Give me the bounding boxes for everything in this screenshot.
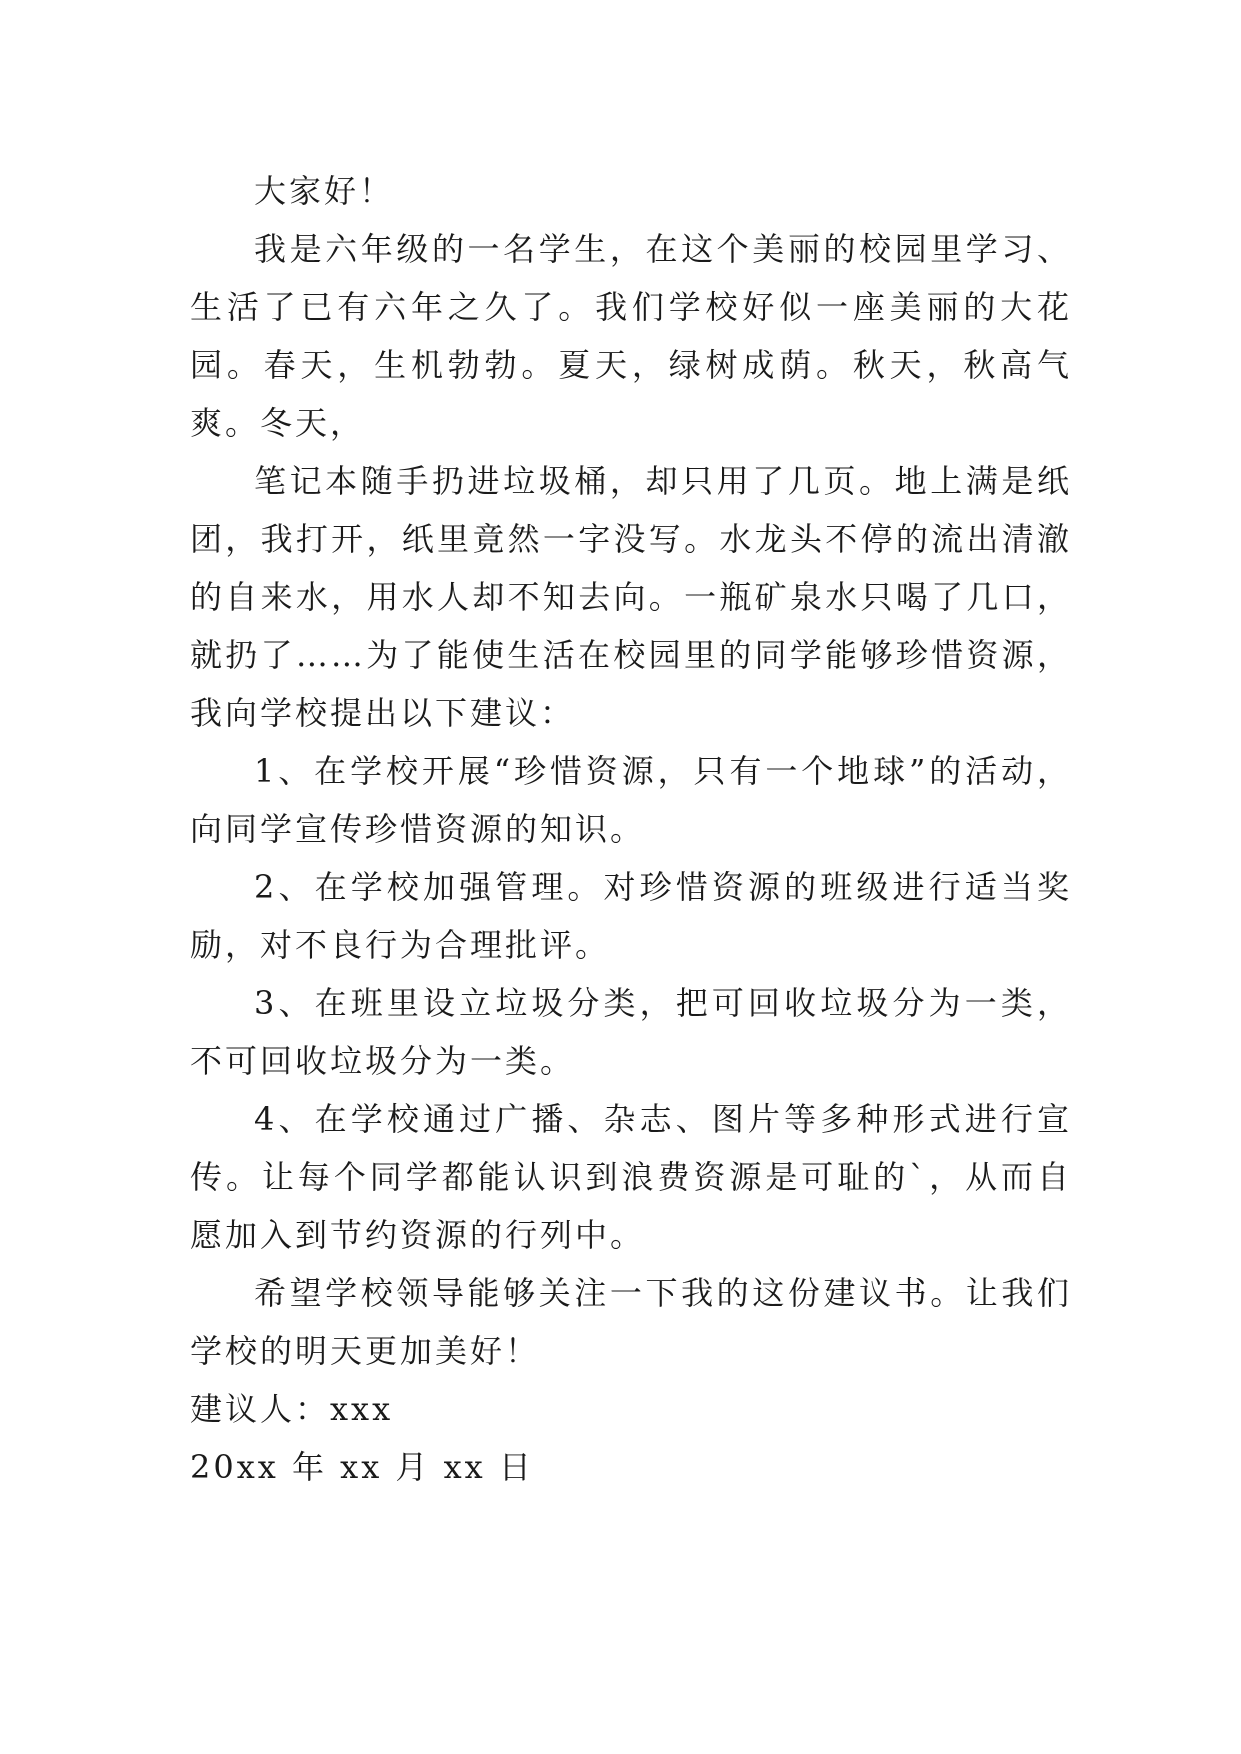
- suggestion-2: 2、在学校加强管理。对珍惜资源的班级进行适当奖励，对不良行为合理批评。: [190, 868, 1072, 964]
- paragraph-problems: 笔记本随手扔进垃圾桶，却只用了几页。地上满是纸团，我打开，纸里竟然一字没写。水龙头不停的流出清澈的自来水，用水人却不知去向。一瓶矿泉水只喝了几口，就扔了……为了能使生活在校园里的同学能够珍惜资源，我向学校提出以下建议：: [190, 462, 1072, 732]
- suggestion-1: 1、在学校开展“珍惜资源，只有一个地球”的活动，向同学宣传珍惜资源的知识。: [190, 752, 1072, 848]
- date-line: 20xx 年 xx 月 xx 日: [190, 1448, 534, 1486]
- greeting: 大家好！: [254, 172, 395, 210]
- suggestion-4: 4、在学校通过广播、杂志、图片等多种形式进行宣传。让每个同学都能认识到浪费资源是可耻的`，从而自愿加入到节约资源的行列中。: [190, 1100, 1072, 1254]
- signature-line: 建议人：xxx: [190, 1390, 394, 1428]
- paragraph-intro: 我是六年级的一名学生，在这个美丽的校园里学习、生活了已有六年之久了。我们学校好似一座美丽的大花园。春天，生机勃勃。夏天，绿树成荫。秋天，秋高气爽。冬天，: [190, 230, 1072, 442]
- closing-paragraph: 希望学校领导能够关注一下我的这份建议书。让我们学校的明天更加美好！: [190, 1274, 1072, 1370]
- document-body: [190, 162, 1072, 1496]
- suggestion-3: 3、在班里设立垃圾分类，把可回收垃圾分为一类，不可回收垃圾分为一类。: [190, 984, 1072, 1080]
